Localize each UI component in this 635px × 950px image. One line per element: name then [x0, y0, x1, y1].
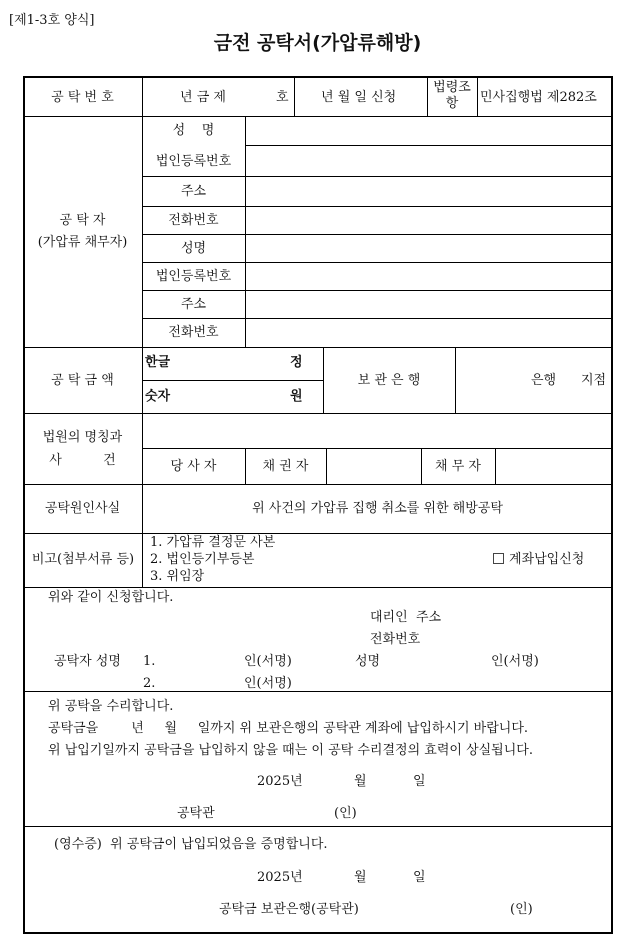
creditor-label: 채 권 자 — [262, 459, 309, 474]
field-name: 성 명 — [172, 123, 215, 138]
agent-name-label: 성명 — [355, 654, 381, 669]
agent-seal: 인(서명) — [491, 654, 539, 669]
form-title: 금전 공탁서(가압류해방) — [213, 32, 422, 54]
apply-date: 년 월 일 신청 — [321, 90, 397, 105]
amount-label: 공 탁 금 액 — [51, 373, 114, 388]
divider — [142, 176, 613, 177]
bank-text: 은행 — [531, 373, 557, 388]
field-address-2: 주소 — [180, 297, 207, 312]
attachment-item: 1. 가압류 결정문 사본 — [150, 535, 276, 550]
divider — [245, 116, 246, 347]
divider — [245, 145, 613, 146]
divider — [142, 262, 613, 263]
depositor-sublabel: (가압류 채무자) — [37, 235, 128, 250]
divider — [326, 448, 327, 484]
divider — [455, 347, 456, 413]
amount-hangul-label: 한글 — [145, 355, 171, 370]
agent-phone-label: 전화번호 — [370, 632, 421, 647]
account-payment-option[interactable] — [493, 553, 584, 566]
divider — [477, 76, 478, 116]
divider — [142, 533, 143, 587]
signer-1-number: 1. — [143, 654, 156, 669]
receipt-month: 월 — [354, 870, 367, 885]
attachment-item: 2. 법인등기부등본 — [150, 552, 255, 567]
divider — [23, 826, 613, 827]
divider — [142, 448, 613, 449]
acceptance-day: 일 — [413, 774, 426, 789]
law-value: 민사집행법 제282조 — [480, 90, 597, 105]
account-payment-label: 계좌납입신청 — [509, 552, 585, 567]
field-corp-reg: 법인등록번호 — [155, 154, 232, 169]
divider — [23, 587, 613, 588]
field-phone-2: 전화번호 — [168, 325, 219, 340]
case-label: 사 건 — [49, 453, 116, 468]
cause-label: 공탁원인사실 — [44, 501, 121, 516]
debtor-label: 채 무 자 — [435, 459, 481, 474]
divider — [142, 380, 323, 381]
remarks-label: 비고(첨부서류 등) — [31, 552, 135, 567]
agent-address-label: 대리인 주소 — [370, 610, 442, 625]
amount-won: 원 — [290, 389, 303, 404]
depositor-signature-label: 공탁자 성명 — [54, 654, 121, 669]
party-label: 당 사 자 — [170, 459, 217, 474]
field-corp-reg-2: 법인등록번호 — [155, 269, 232, 284]
divider — [23, 533, 613, 534]
receipt-day: 일 — [413, 870, 426, 885]
deposit-number-label: 공 탁 번 호 — [51, 90, 114, 105]
field-name-2: 성명 — [180, 241, 207, 256]
amount-jeong: 정 — [290, 355, 303, 370]
court-label: 법원의 명칭과 — [42, 430, 123, 445]
law-label: 법령조항 — [433, 80, 471, 111]
deposit-year-no: 년 금 제 — [180, 90, 226, 105]
receipt-text: (영수증) 위 공탁금이 납입되었음을 증명합니다. — [54, 837, 328, 852]
field-phone: 전화번호 — [168, 213, 219, 228]
receipt-year: 2025년 — [257, 870, 303, 885]
deposit-ho: 호 — [276, 90, 289, 105]
acceptance-month: 월 — [354, 774, 367, 789]
branch-text: 지점 — [581, 373, 607, 388]
bank-officer-label: 공탁금 보관은행(공탁관) — [219, 902, 359, 917]
signer-2-number: 2. — [143, 676, 156, 691]
bank-officer-seal: (인) — [510, 902, 533, 917]
divider — [142, 290, 613, 291]
acceptance-line-1: 위 공탁을 수리합니다. — [48, 699, 174, 714]
amount-number-label: 숫자 — [145, 389, 171, 404]
divider — [142, 234, 613, 235]
acceptance-line-2: 공탁금을 년 월 일까지 위 보관은행의 공탁관 계좌에 납입하시기 바랍니다. — [48, 721, 529, 736]
bank-label: 보 관 은 행 — [357, 373, 421, 388]
acceptance-line-3: 위 납입기일까지 공탁금을 납입하지 않을 때는 이 공탁 수리결정의 효력이 상실됩니다. — [48, 743, 533, 758]
acceptance-year: 2025년 — [257, 774, 303, 789]
divider — [142, 318, 613, 319]
account-payment-checkbox[interactable] — [493, 553, 504, 564]
divider — [23, 413, 613, 414]
divider — [23, 691, 613, 692]
field-address: 주소 — [180, 184, 207, 199]
signer-1-seal: 인(서명) — [244, 654, 292, 669]
divider — [23, 116, 613, 117]
depositor-label: 공 탁 자 — [59, 213, 106, 228]
application-text: 위와 같이 신청합니다. — [48, 590, 174, 605]
attachment-item: 3. 위임장 — [150, 569, 205, 584]
divider — [294, 76, 295, 116]
form-code: [제1-3호 양식] — [9, 13, 95, 28]
divider — [142, 206, 613, 207]
signer-2-seal: 인(서명) — [244, 676, 292, 691]
divider — [495, 448, 496, 484]
cause-value: 위 사건의 가압류 집행 취소를 위한 해방공탁 — [252, 501, 503, 516]
divider — [23, 484, 613, 485]
officer-seal: (인) — [334, 806, 357, 821]
officer-label: 공탁관 — [177, 806, 215, 821]
divider — [23, 347, 613, 348]
